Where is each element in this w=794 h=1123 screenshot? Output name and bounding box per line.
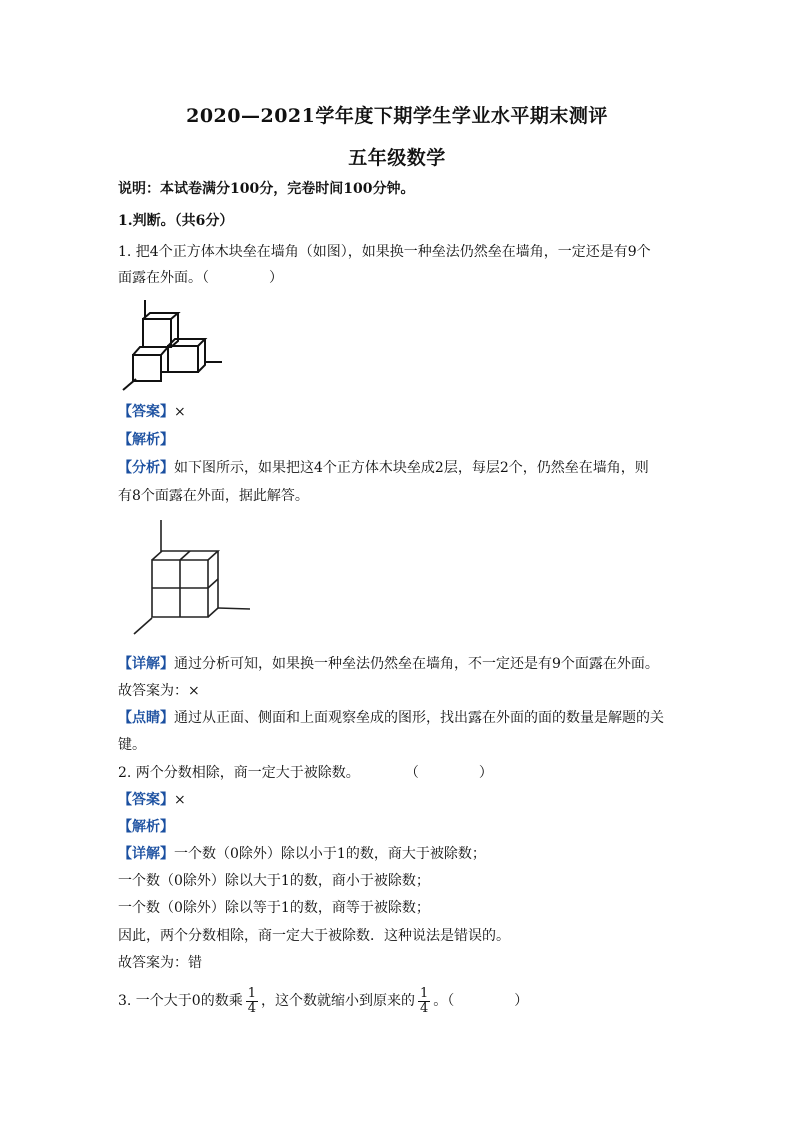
figure-2x2-cubes (128, 518, 254, 640)
fraction-denominator: 4 (420, 1000, 429, 1016)
fenxi-tag: 【分析】 (118, 460, 174, 476)
answer-tag: 【答案】 (118, 404, 174, 420)
q2-detail-line4: 因此，两个分数相除，商一定大于被除数．这种说法是错误的。 (118, 928, 510, 944)
q1-dianjing-line1 (118, 708, 678, 728)
answer-value: × (174, 404, 186, 420)
fraction-numerator: 1 (247, 985, 256, 1001)
fraction-numerator: 1 (420, 985, 429, 1001)
q3-stem-b: ，这个数就缩小到原来的 (261, 993, 415, 1009)
dianjing-tag: 【点睛】 (118, 710, 174, 726)
q3-stem-a: 3. 一个大于0的数乘 (118, 993, 243, 1009)
detail-tag: 【详解】 (118, 656, 174, 672)
answer-tag: 【答案】 (118, 792, 174, 808)
q1-dianjing-line2: 键。 (118, 737, 146, 753)
detail-text: 一个数（0除外）除以小于1的数，商大于被除数； (174, 846, 486, 862)
q2-detail-line3: 一个数（0除外）除以等于1的数，商等于被除数； (118, 900, 430, 916)
q1-detail (118, 654, 678, 674)
q2-answer (118, 790, 678, 810)
q2-paren-close: ） (478, 765, 493, 781)
instructions: 说明：本试卷满分100分，完卷时间100分钟。 (118, 181, 415, 197)
q2-detail-line2: 一个数（0除外）除以大于1的数，商小于被除数； (118, 873, 430, 889)
fenxi-text: 如下图所示，如果把这4个正方体木块垒成2层，每层2个，仍然垒在墙角，则 (174, 460, 649, 476)
analysis-tag: 【解析】 (118, 432, 174, 448)
dianjing-text: 通过从正面、侧面和上面观察垒成的图形，找出露在外面的面的数量是解题的关 (174, 710, 664, 726)
analysis-tag: 【解析】 (118, 819, 174, 835)
q3-paren-open: 。（ (433, 993, 455, 1009)
q1-text-line1: 1. 把4个正方体木块垒在墙角（如图），如果换一种垒法仍然垒在墙角，一定还是有9个 (118, 244, 651, 260)
q3-paren-close: ） (514, 993, 529, 1009)
section-heading: 1.判断。（共6分） (118, 213, 234, 229)
q2-analysis (118, 817, 678, 837)
detail-text: 通过分析可知，如果换一种垒法仍然垒在墙角，不一定还是有9个面露在外面。 (174, 656, 659, 672)
q1-fenxi-line1 (118, 458, 678, 478)
q2-stem: 2. 两个分数相除，商一定大于被除数。 (118, 765, 360, 781)
q1-analysis (118, 430, 678, 450)
q2-detail-line1 (118, 844, 678, 864)
q1-text-line2-b: ） (269, 270, 283, 286)
answer-value: × (174, 792, 186, 808)
q1-answer (118, 402, 678, 422)
page-title: 2020—2021学年度下期学生学业水平期末测评 (186, 105, 608, 127)
q2-final-answer: 故答案为：错 (118, 955, 202, 971)
q1-final-answer: 故答案为：× (118, 683, 200, 699)
q1-text-line2 (118, 268, 678, 288)
q3-text (118, 984, 678, 1018)
detail-tag: 【详解】 (118, 846, 174, 862)
q2-paren-open: （ (404, 765, 419, 781)
fraction-denominator: 4 (247, 1000, 256, 1016)
q1-text-line2-a: 面露在外面。（ (118, 270, 209, 286)
figure-cubes-corner (118, 296, 228, 392)
page-subtitle: 五年级数学 (348, 147, 446, 169)
fraction-one-quarter (418, 987, 430, 1016)
q1-fenxi-line2: 有8个面露在外面，据此解答。 (118, 488, 309, 504)
fraction-one-quarter (246, 987, 258, 1016)
q2-text (118, 763, 678, 783)
